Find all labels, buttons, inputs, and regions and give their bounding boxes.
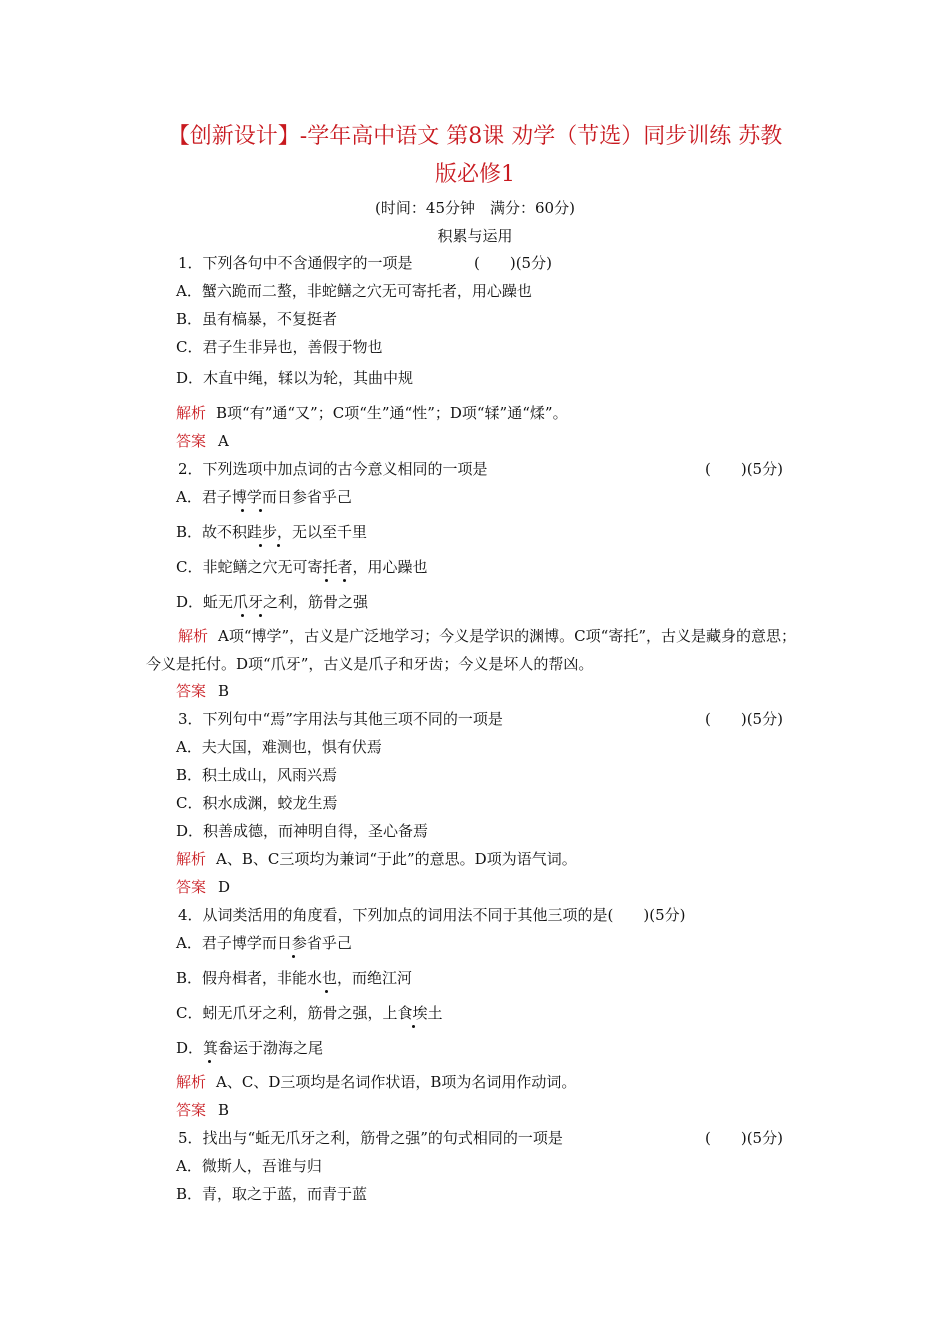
answer-text: B	[218, 682, 230, 700]
question-3-stem: 3．下列句中“焉”字用法与其他三项不同的一项是	[178, 710, 503, 728]
question-1-answer	[176, 431, 229, 451]
question-2-option-a: A．君子博学而日参省乎己	[176, 488, 352, 506]
question-4-option-a: A．君子博学而日参省乎己	[176, 934, 352, 952]
question-1-option-a: A．蟹六跪而二螯，非蛇鳝之穴无可寄托者，用心躁也	[176, 282, 532, 300]
question-3-score: ( )(5分)	[705, 710, 783, 728]
analysis-label: 解析	[178, 627, 209, 645]
emphasis-dot	[325, 990, 328, 993]
question-4-stem: 4．从词类活用的角度看，下列加点的词用法不同于其他三项的是( )(5分)	[178, 906, 686, 924]
question-2-option-d: D．蚯无爪牙之利，筋骨之强	[176, 593, 369, 611]
question-4-option-b: B．假舟楫者，非能水也，而绝江河	[176, 969, 413, 987]
question-5-score: ( )(5分)	[705, 1129, 783, 1147]
emphasis-dot	[343, 579, 346, 582]
analysis-label: 解析	[176, 1073, 207, 1091]
question-4-answer	[176, 1100, 229, 1120]
answer-label: 答案	[176, 682, 207, 700]
question-3-answer	[176, 877, 230, 897]
question-4-option-d: D．箕畚运于渤海之尾	[176, 1039, 324, 1057]
emphasis-dot	[208, 1060, 211, 1063]
question-1-option-c: C．君子生非异也，善假于物也	[176, 338, 383, 356]
question-1-stem: 1．下列各句中不含通假字的一项是	[178, 254, 413, 272]
section-heading: 积累与运用	[437, 227, 513, 245]
question-1-analysis	[176, 403, 568, 423]
question-1-option-b: B．虽有槁暴，不复挺者	[176, 310, 338, 328]
question-3-option-a: A．夫大国，难测也，惧有伏焉	[176, 738, 382, 756]
question-3-option-d: D．积善成德，而神明自得，圣心备焉	[176, 822, 429, 840]
answer-label: 答案	[176, 878, 207, 896]
emphasis-dot	[277, 544, 280, 547]
analysis-text: A、B、C三项均为兼词“于此”的意思。D项为语气词。	[216, 850, 577, 868]
emphasis-dot	[259, 509, 262, 512]
analysis-text: A项“博学”，古义是广泛地学习；今义是学识的渊博。C项“寄托”，古义是藏身的意思；今义是托付。D项“爪牙”，古义是爪子和牙齿；今义是坏人的帮凶。	[146, 627, 797, 673]
question-3-analysis	[176, 849, 577, 869]
emphasis-dot	[292, 955, 295, 958]
time-score-info: (时间：45分钟 满分：60分)	[375, 199, 575, 217]
question-4-analysis	[176, 1072, 576, 1092]
answer-text: D	[218, 878, 231, 896]
answer-label: 答案	[176, 432, 207, 450]
analysis-text: A、C、D三项均是名词作状语，B项为名词用作动词。	[216, 1073, 577, 1091]
analysis-label: 解析	[176, 404, 207, 422]
question-3-option-c: C．积水成渊，蛟龙生焉	[176, 794, 338, 812]
question-1-option-d: D．木直中绳，𫐓以为轮，其曲中规	[176, 369, 414, 387]
emphasis-dot	[259, 544, 262, 547]
question-2-answer	[176, 681, 229, 701]
question-4-option-c: C．蚓无爪牙之利，筋骨之强，上食埃土	[176, 1004, 443, 1022]
answer-text: B	[218, 1101, 230, 1119]
emphasis-dot	[241, 509, 244, 512]
question-1-score: ( )(5分)	[474, 254, 552, 272]
question-2-option-b: B．故不积跬步，无以至千里	[176, 523, 368, 541]
question-5-option-b: B．青，取之于蓝，而青于蓝	[176, 1185, 368, 1203]
title-line-2: 版必修1	[435, 162, 515, 187]
answer-text: A	[218, 432, 229, 450]
answer-label: 答案	[176, 1101, 207, 1119]
document-title	[110, 118, 840, 194]
analysis-label: 解析	[176, 850, 207, 868]
emphasis-dot	[241, 614, 244, 617]
title-line-1: 【创新设计】-学年高中语文 第8课 劝学（节选）同步训练 苏教	[167, 124, 783, 149]
question-2-option-c: C．非蛇鳝之穴无可寄托者，用心躁也	[176, 558, 428, 576]
emphasis-dot	[412, 1025, 415, 1028]
question-5-option-a: A．微斯人，吾谁与归	[176, 1157, 322, 1175]
question-5-stem: 5．找出与“蚯无爪牙之利，筋骨之强”的句式相同的一项是	[178, 1129, 563, 1147]
question-3-option-b: B．积土成山，风雨兴焉	[176, 766, 338, 784]
emphasis-dot	[259, 614, 262, 617]
analysis-text: B项“有”通“又”；C项“生”通“性”；D项“𫐓”通“煣”。	[216, 404, 568, 422]
question-2-analysis	[146, 622, 810, 678]
question-2-stem: 2．下列选项中加点词的古今意义相同的一项是	[178, 460, 488, 478]
question-2-score: ( )(5分)	[705, 460, 783, 478]
emphasis-dot	[325, 579, 328, 582]
